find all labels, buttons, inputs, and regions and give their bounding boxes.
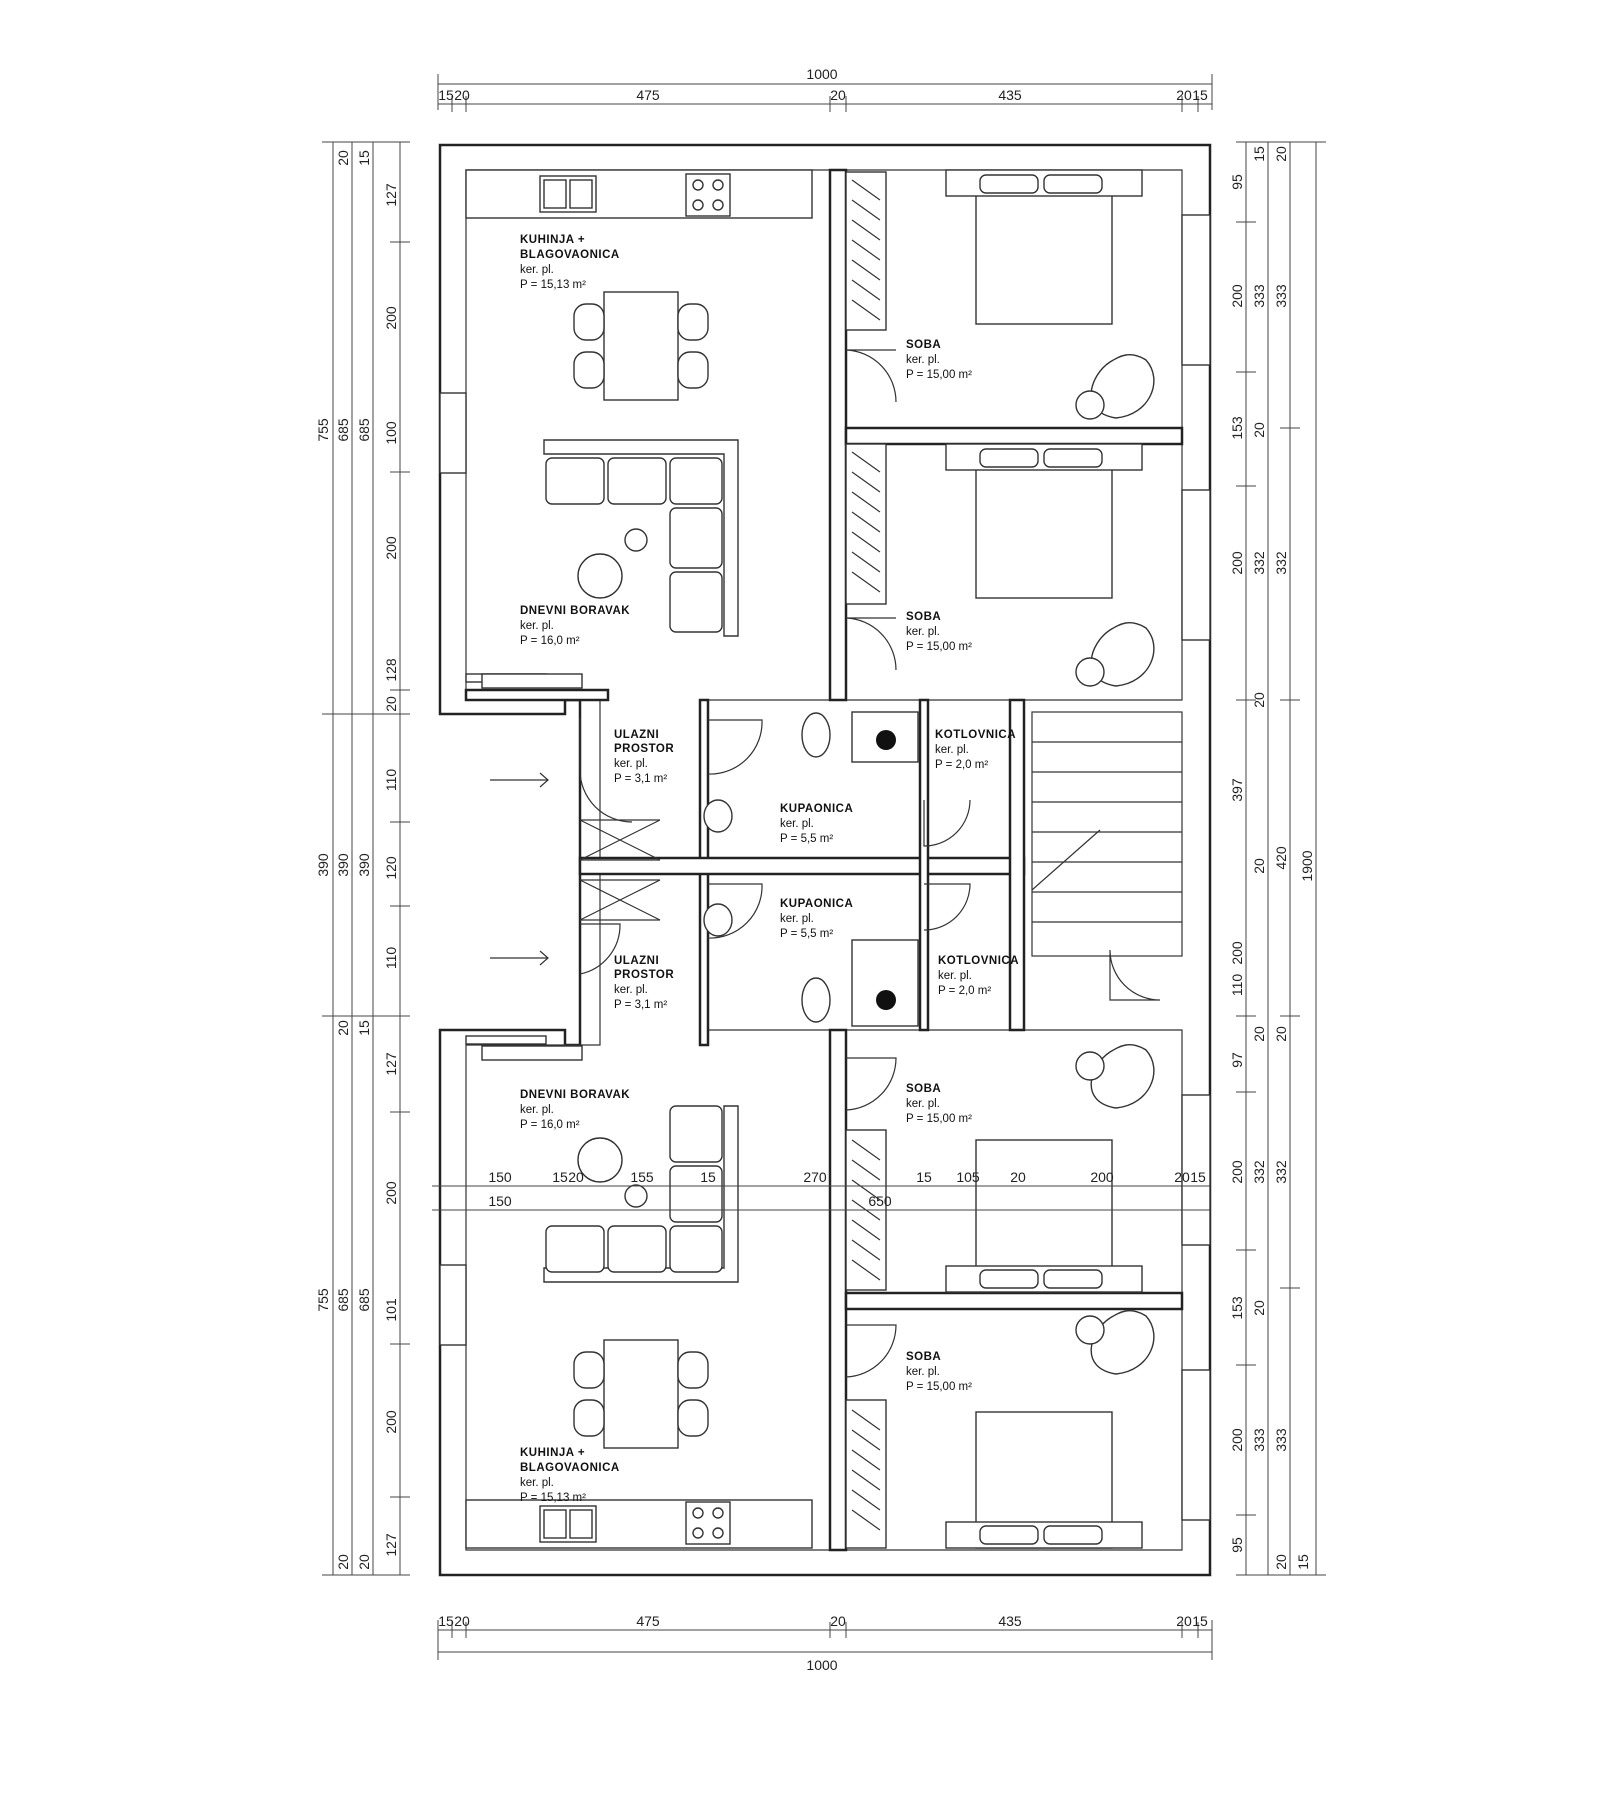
dim-top-seg: 20 bbox=[1176, 87, 1192, 103]
dim-left-inner: 200 bbox=[383, 1410, 399, 1434]
svg-text:P = 3,1 m²: P = 3,1 m² bbox=[614, 999, 668, 1011]
svg-text:ULAZNI: ULAZNI bbox=[614, 955, 660, 967]
dim-left-inner: 127 bbox=[383, 183, 399, 207]
dim-top-total: 1000 bbox=[806, 66, 838, 82]
bottom-dimensions bbox=[438, 1613, 1212, 1673]
svg-text:KUPAONICA: KUPAONICA bbox=[780, 898, 854, 910]
dim-right-outer: 420 bbox=[1273, 846, 1289, 870]
svg-text:P = 15,13 m²: P = 15,13 m² bbox=[520, 1492, 586, 1504]
dim-right-inner: 153 bbox=[1229, 1296, 1245, 1320]
dim-left-mid: 390 bbox=[335, 853, 351, 877]
svg-text:ker. pl.: ker. pl. bbox=[906, 1098, 940, 1110]
svg-text:P = 16,0 m²: P = 16,0 m² bbox=[520, 635, 580, 647]
dim-left-small: 20 bbox=[335, 1020, 351, 1036]
dim-right-outer: 333 bbox=[1273, 284, 1289, 308]
dim-right-inner: 397 bbox=[1229, 778, 1245, 802]
dim-right-mid: 333 bbox=[1251, 284, 1267, 308]
svg-text:ker. pl.: ker. pl. bbox=[520, 1104, 554, 1116]
dim-left-inner: 200 bbox=[383, 536, 399, 560]
dim-right-inner: 200 bbox=[1229, 551, 1245, 575]
dim-right-small: 20 bbox=[1251, 858, 1267, 874]
svg-text:SOBA: SOBA bbox=[906, 1083, 942, 1095]
dim-top-seg: 20 bbox=[830, 87, 846, 103]
dim-right-small: 15 bbox=[1295, 1554, 1311, 1570]
svg-text:ker. pl.: ker. pl. bbox=[780, 913, 814, 925]
dim-right-inner: 200 bbox=[1229, 1428, 1245, 1452]
svg-text:P = 15,00 m²: P = 15,00 m² bbox=[906, 641, 972, 653]
dim-left-inner: 200 bbox=[383, 306, 399, 330]
dim-left-mid: 685 bbox=[335, 1288, 351, 1312]
dim-left-small: 20 bbox=[335, 1554, 351, 1570]
svg-text:BLAGOVAONICA: BLAGOVAONICA bbox=[520, 249, 620, 261]
svg-text:ker. pl.: ker. pl. bbox=[520, 620, 554, 632]
dim-right-small: 20 bbox=[1251, 1300, 1267, 1316]
dim-right-inner: 95 bbox=[1229, 1537, 1245, 1553]
dim-bottom-seg: 20 bbox=[454, 1613, 470, 1629]
svg-text:P = 15,00 m²: P = 15,00 m² bbox=[906, 369, 972, 381]
dim-right-mid: 332 bbox=[1251, 1160, 1267, 1184]
dim-right-small: 20 bbox=[1273, 146, 1289, 162]
dim-top-seg: 475 bbox=[636, 87, 660, 103]
dim-right-outer: 332 bbox=[1273, 1160, 1289, 1184]
dim-bottom-seg: 20 bbox=[830, 1613, 846, 1629]
dim-mid-row1: 15 bbox=[552, 1169, 568, 1185]
svg-text:P = 16,0 m²: P = 16,0 m² bbox=[520, 1119, 580, 1131]
svg-text:ker. pl.: ker. pl. bbox=[935, 744, 969, 756]
svg-text:ker. pl.: ker. pl. bbox=[614, 758, 648, 770]
dim-right-small: 20 bbox=[1251, 422, 1267, 438]
dim-mid-row1: 20 bbox=[1010, 1169, 1026, 1185]
dim-left-small: 15 bbox=[356, 1020, 372, 1036]
svg-text:P = 15,00 m²: P = 15,00 m² bbox=[906, 1381, 972, 1393]
dim-left-mid: 685 bbox=[335, 418, 351, 442]
dim-right-inner: 110 bbox=[1229, 973, 1245, 997]
svg-text:KOTLOVNICA: KOTLOVNICA bbox=[938, 955, 1020, 967]
dim-top-seg: 20 bbox=[454, 87, 470, 103]
dim-mid-row1: 105 bbox=[956, 1169, 980, 1185]
dim-top-seg: 435 bbox=[998, 87, 1022, 103]
kitchen-counter-top bbox=[466, 170, 812, 218]
dim-mid-row1: 200 bbox=[1090, 1169, 1114, 1185]
dim-right-outer: 333 bbox=[1273, 1428, 1289, 1452]
dim-left-small: 20 bbox=[383, 696, 399, 712]
dim-left-outer: 755 bbox=[315, 418, 331, 442]
svg-text:ker. pl.: ker. pl. bbox=[906, 354, 940, 366]
svg-text:PROSTOR: PROSTOR bbox=[614, 743, 675, 755]
svg-text:ker. pl.: ker. pl. bbox=[906, 1366, 940, 1378]
dim-top-seg: 15 bbox=[438, 87, 454, 103]
dim-right-small: 20 bbox=[1273, 1554, 1289, 1570]
dim-mid-row1: 155 bbox=[630, 1169, 654, 1185]
dim-right-inner: 200 bbox=[1229, 284, 1245, 308]
svg-text:P = 5,5 m²: P = 5,5 m² bbox=[780, 833, 834, 845]
dim-bottom-seg: 435 bbox=[998, 1613, 1022, 1629]
dim-right-inner: 200 bbox=[1229, 1160, 1245, 1184]
dim-left-small: 15 bbox=[356, 150, 372, 166]
dim-right-small: 20 bbox=[1251, 692, 1267, 708]
svg-text:ker. pl.: ker. pl. bbox=[906, 626, 940, 638]
svg-text:P = 15,13 m²: P = 15,13 m² bbox=[520, 279, 586, 291]
svg-text:KUHINJA +: KUHINJA + bbox=[520, 1447, 586, 1459]
svg-text:BLAGOVAONICA: BLAGOVAONICA bbox=[520, 1462, 620, 1474]
dim-right-inner: 95 bbox=[1229, 174, 1245, 190]
svg-text:ker. pl.: ker. pl. bbox=[614, 984, 648, 996]
svg-text:SOBA: SOBA bbox=[906, 1351, 942, 1363]
svg-text:KUHINJA +: KUHINJA + bbox=[520, 234, 586, 246]
svg-text:SOBA: SOBA bbox=[906, 611, 942, 623]
dim-left-inner: 101 bbox=[383, 1298, 399, 1322]
kitchen-counter-bottom bbox=[466, 1500, 812, 1548]
dim-left-outer: 390 bbox=[315, 853, 331, 877]
top-dimensions bbox=[438, 66, 1212, 112]
svg-text:ker. pl.: ker. pl. bbox=[780, 818, 814, 830]
dim-left-outer: 755 bbox=[315, 1288, 331, 1312]
dim-left-inner: 110 bbox=[383, 946, 399, 970]
dim-mid-row1: 15 bbox=[916, 1169, 932, 1185]
dim-bottom-seg: 475 bbox=[636, 1613, 660, 1629]
dim-left-mid2: 685 bbox=[356, 418, 372, 442]
svg-text:KOTLOVNICA: KOTLOVNICA bbox=[935, 729, 1017, 741]
svg-text:DNEVNI BORAVAK: DNEVNI BORAVAK bbox=[520, 605, 631, 617]
dim-left-mid2: 685 bbox=[356, 1288, 372, 1312]
dim-mid-row1: 20 bbox=[1174, 1169, 1190, 1185]
svg-text:ULAZNI: ULAZNI bbox=[614, 729, 660, 741]
dim-left-inner: 120 bbox=[383, 856, 399, 880]
svg-text:P = 2,0 m²: P = 2,0 m² bbox=[935, 759, 989, 771]
svg-text:KUPAONICA: KUPAONICA bbox=[780, 803, 854, 815]
right-dimensions bbox=[1229, 142, 1326, 1575]
dim-left-mid2: 390 bbox=[356, 853, 372, 877]
dim-right-inner: 97 bbox=[1229, 1052, 1245, 1068]
dim-bottom-seg: 20 bbox=[1176, 1613, 1192, 1629]
left-dimensions bbox=[315, 142, 410, 1575]
svg-text:PROSTOR: PROSTOR bbox=[614, 969, 675, 981]
dim-right-outer: 332 bbox=[1273, 551, 1289, 575]
dim-bottom-total: 1000 bbox=[806, 1657, 838, 1673]
dim-right-mid: 332 bbox=[1251, 551, 1267, 575]
dim-left-inner: 127 bbox=[383, 1533, 399, 1557]
dim-top-seg: 15 bbox=[1192, 87, 1208, 103]
svg-text:ker. pl.: ker. pl. bbox=[520, 264, 554, 276]
dim-left-inner: 128 bbox=[383, 658, 399, 682]
svg-text:ker. pl.: ker. pl. bbox=[938, 970, 972, 982]
svg-text:ker. pl.: ker. pl. bbox=[520, 1477, 554, 1489]
dim-mid-row1: 15 bbox=[1190, 1169, 1206, 1185]
svg-text:DNEVNI BORAVAK: DNEVNI BORAVAK bbox=[520, 1089, 631, 1101]
dim-right-small: 20 bbox=[1273, 1026, 1289, 1042]
svg-text:P = 5,5 m²: P = 5,5 m² bbox=[780, 928, 834, 940]
svg-text:SOBA: SOBA bbox=[906, 339, 942, 351]
dim-mid-row1: 15 bbox=[700, 1169, 716, 1185]
dim-right-mid: 333 bbox=[1251, 1428, 1267, 1452]
dim-left-inner: 110 bbox=[383, 768, 399, 792]
svg-text:P = 2,0 m²: P = 2,0 m² bbox=[938, 985, 992, 997]
dim-left-small: 20 bbox=[335, 150, 351, 166]
svg-text:P = 3,1 m²: P = 3,1 m² bbox=[614, 773, 668, 785]
dim-mid-row1: 150 bbox=[488, 1169, 512, 1185]
dim-left-inner: 127 bbox=[383, 1052, 399, 1076]
dim-right-small: 15 bbox=[1251, 146, 1267, 162]
dim-left-inner: 100 bbox=[383, 421, 399, 445]
dim-mid-row1: 20 bbox=[568, 1169, 584, 1185]
dim-mid-row2: 150 bbox=[488, 1193, 512, 1209]
dim-bottom-seg: 15 bbox=[438, 1613, 454, 1629]
dim-left-inner: 200 bbox=[383, 1181, 399, 1205]
dim-mid-row1: 270 bbox=[803, 1169, 827, 1185]
dim-right-inner: 200 bbox=[1229, 941, 1245, 965]
svg-text:P = 15,00 m²: P = 15,00 m² bbox=[906, 1113, 972, 1125]
dim-left-small: 20 bbox=[356, 1554, 372, 1570]
dim-right-small: 20 bbox=[1251, 1026, 1267, 1042]
dim-mid-row2: 650 bbox=[868, 1193, 892, 1209]
dim-right-total: 1900 bbox=[1299, 850, 1315, 882]
dim-bottom-seg: 15 bbox=[1192, 1613, 1208, 1629]
dim-right-inner: 153 bbox=[1229, 416, 1245, 440]
